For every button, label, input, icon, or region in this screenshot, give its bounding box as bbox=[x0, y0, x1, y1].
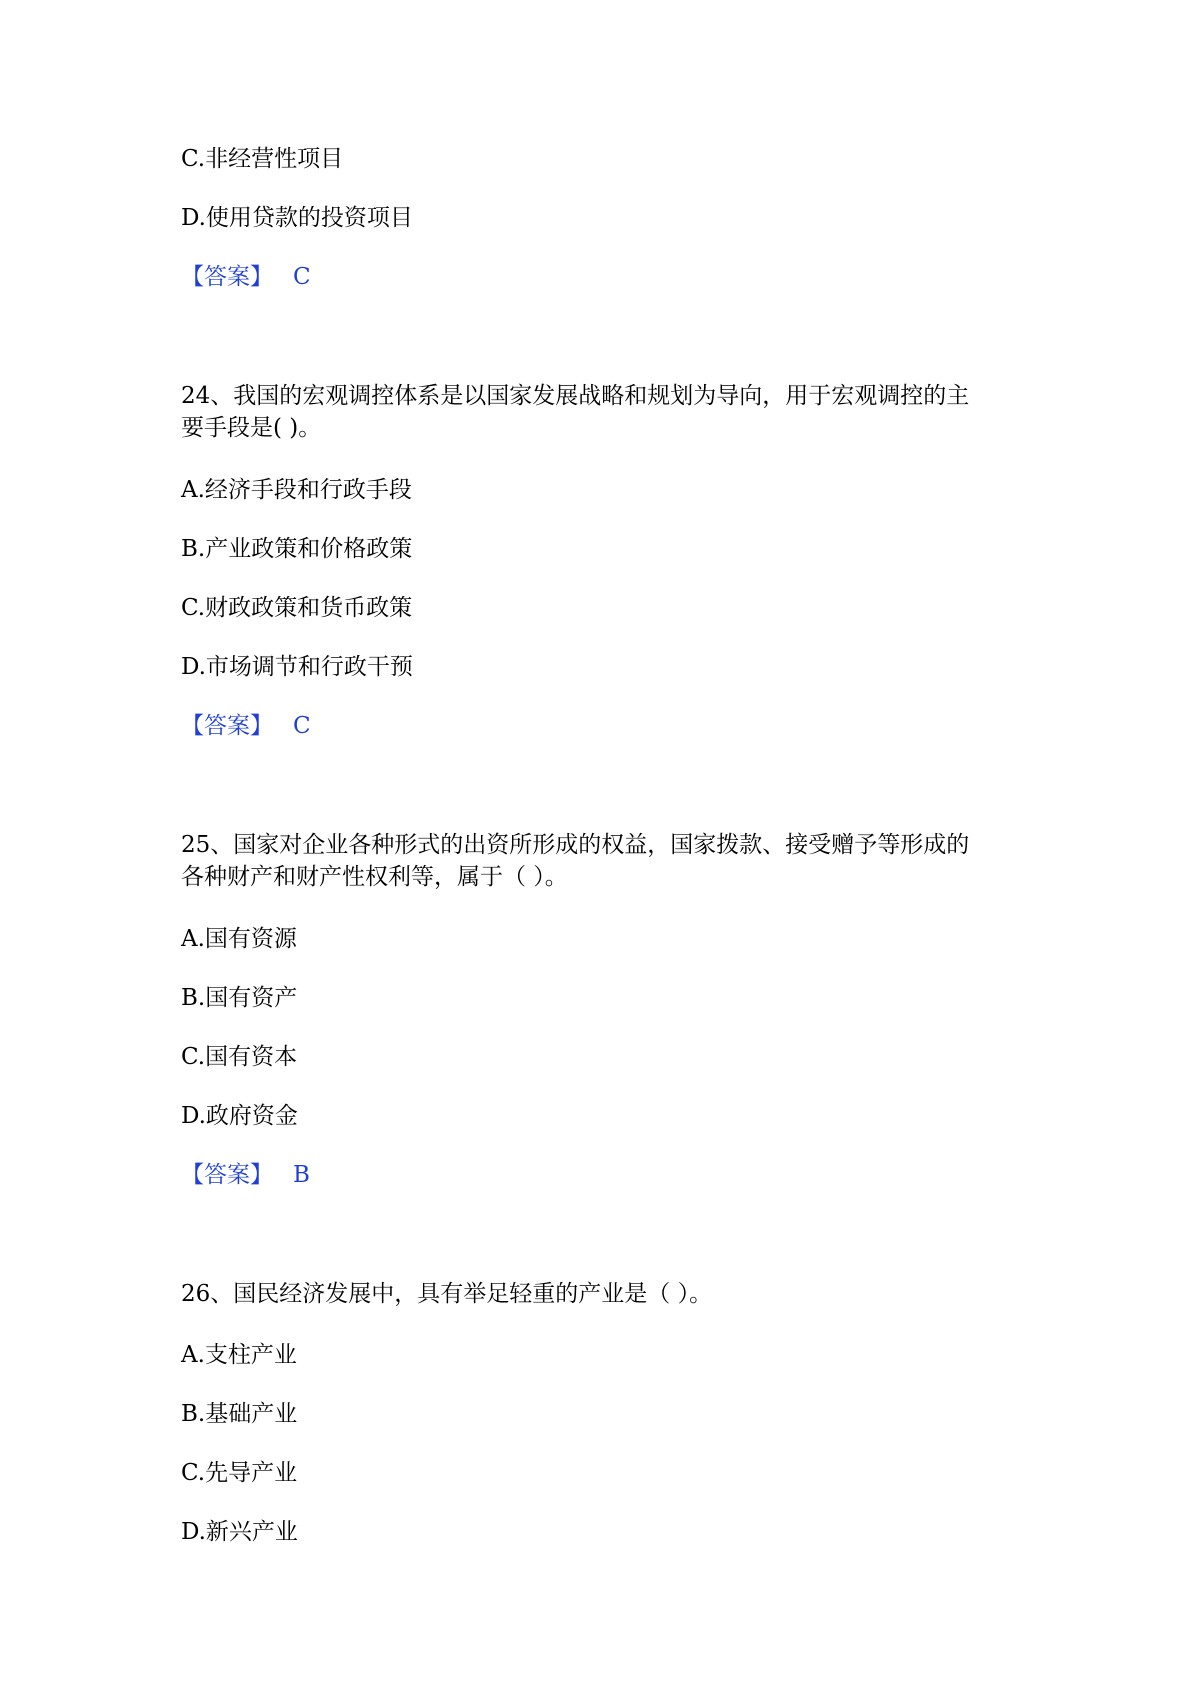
answer-label: 【答案】 bbox=[181, 264, 273, 290]
question-25-stem-line2: 各种财产和财产性权利等，属于（ ）。 bbox=[181, 864, 568, 890]
option-d: D.新兴产业 bbox=[181, 1519, 298, 1545]
option-b: B.基础产业 bbox=[181, 1401, 298, 1427]
question-24-stem-line2: 要手段是( )。 bbox=[181, 415, 322, 441]
answer-value: C bbox=[293, 264, 311, 290]
option-b: B.产业政策和价格政策 bbox=[181, 536, 413, 562]
option-a: A.经济手段和行政手段 bbox=[181, 477, 412, 503]
option-a: A.国有资源 bbox=[181, 926, 297, 952]
answer-value: C bbox=[293, 713, 311, 739]
option-c: C.国有资本 bbox=[181, 1044, 298, 1070]
question-24-stem-line1: 24、我国的宏观调控体系是以国家发展战略和规划为导向，用于宏观调控的主 bbox=[181, 383, 970, 409]
answer-value: B bbox=[293, 1162, 310, 1188]
option-a: A.支柱产业 bbox=[181, 1342, 297, 1368]
option-c: C.非经营性项目 bbox=[181, 146, 344, 172]
answer-label: 【答案】 bbox=[181, 713, 273, 739]
option-d: D.政府资金 bbox=[181, 1103, 298, 1129]
answer-line bbox=[181, 711, 311, 741]
answer-line bbox=[181, 1160, 310, 1190]
option-c: C.财政政策和货币政策 bbox=[181, 595, 413, 621]
option-d: D.市场调节和行政干预 bbox=[181, 654, 413, 680]
option-b: B.国有资产 bbox=[181, 985, 298, 1011]
answer-line bbox=[181, 262, 311, 292]
question-26-stem: 26、国民经济发展中，具有举足轻重的产业是（ ）。 bbox=[181, 1281, 713, 1307]
question-25-stem-line1: 25、国家对企业各种形式的出资所形成的权益，国家拨款、接受赠予等形成的 bbox=[181, 832, 970, 858]
answer-label: 【答案】 bbox=[181, 1162, 273, 1188]
option-d: D.使用贷款的投资项目 bbox=[181, 205, 413, 231]
option-c: C.先导产业 bbox=[181, 1460, 298, 1486]
